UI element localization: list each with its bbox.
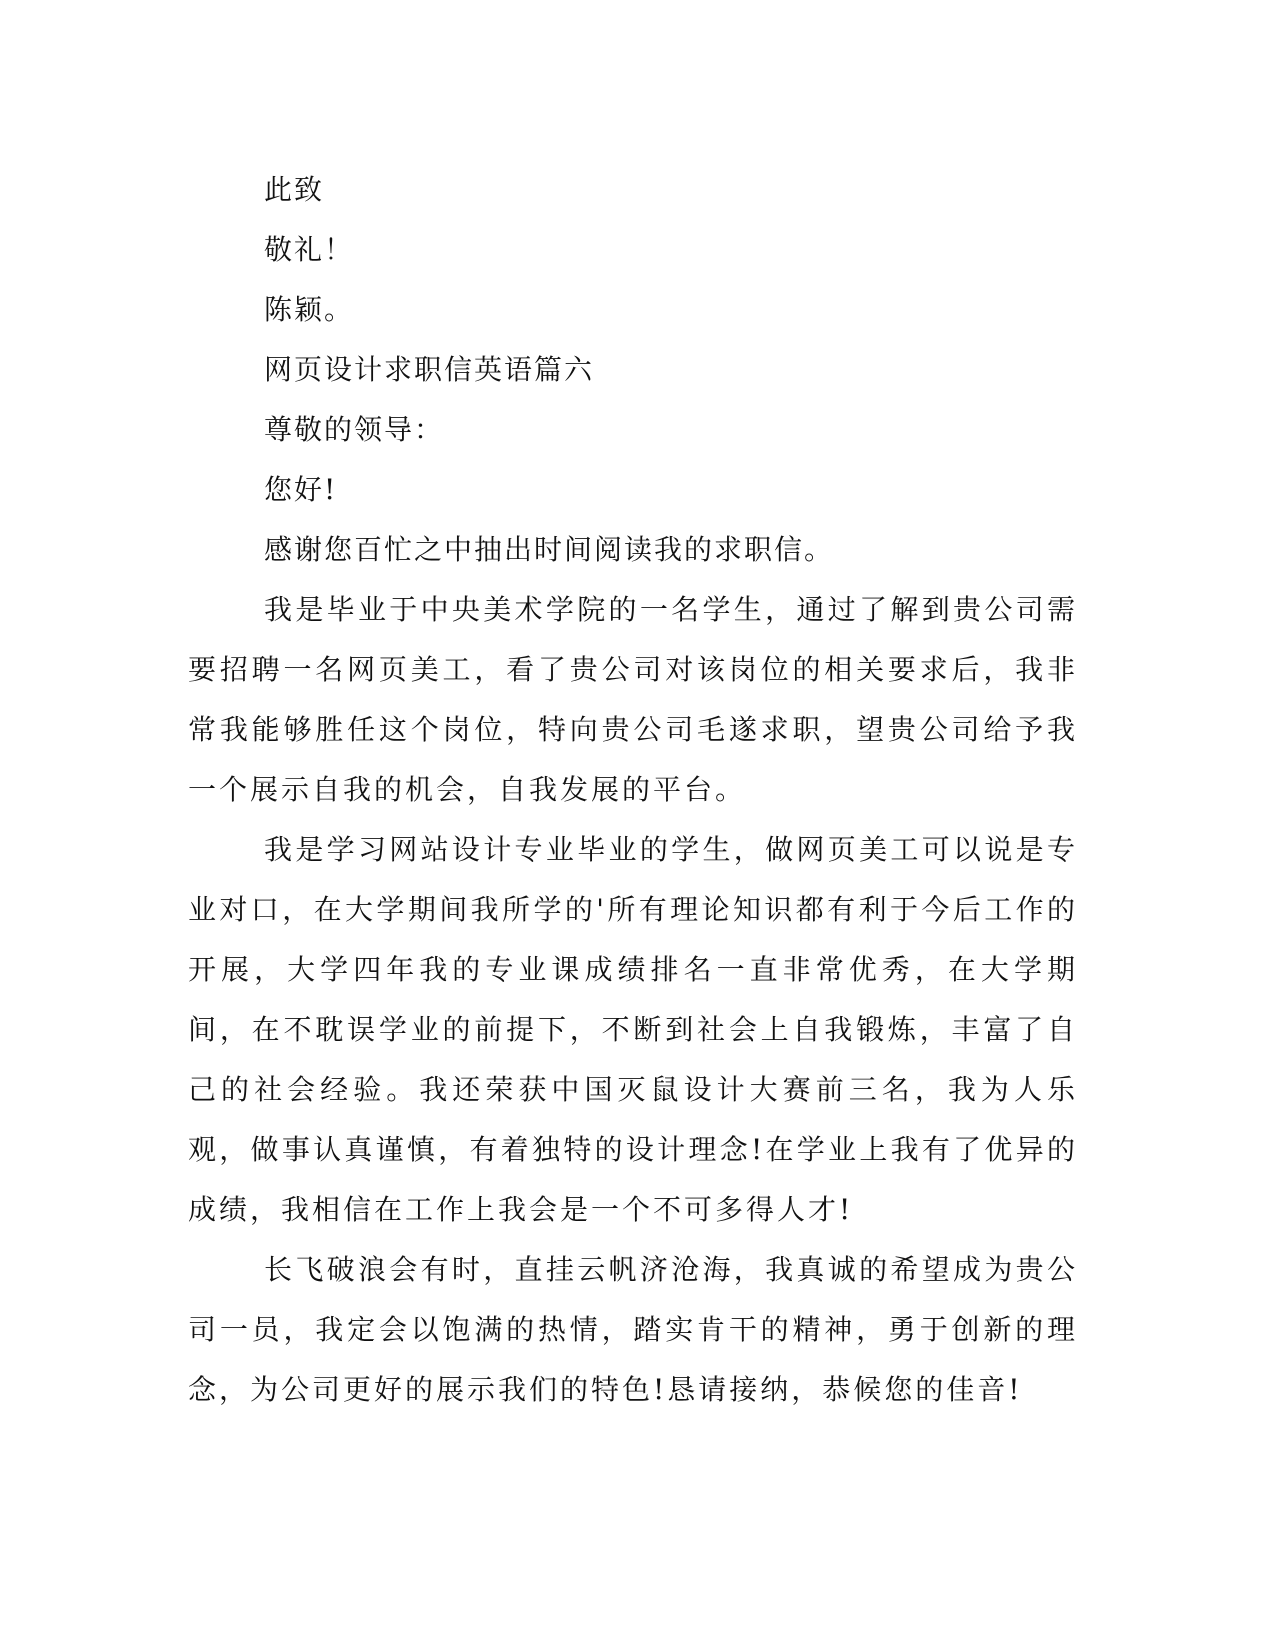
closing-line-2: 敬礼！ [264, 233, 355, 266]
body-paragraph-3: 长飞破浪会有时，直挂云帆济沧海，我真诚的希望成为贵公司一员，我定会以饱满的热情，踏实肯干的精神，勇于创新的理念，为公司更好的展示我们的特色!恳请接纳，恭候您的佳音! [188, 1253, 1078, 1406]
salutation: 尊敬的领导： [264, 413, 445, 446]
closing-line-1: 此致 [264, 173, 325, 206]
body-paragraph-2: 我是学习网站设计专业毕业的学生，做网页美工可以说是专业对口，在大学期间我所学的'所有理论知识都有利于今后工作的开展，大学四年我的专业课成绩排名一直非常优秀，在大学期间，在不耽误学业的前提下，不断到社会上自我锻炼，丰富了自己的社会经验。我还荣获中国灭鼠设计大赛前三名，我为人乐观，做事认真谨慎，有着独特的设计理念!在学业上我有了优异的成绩，我相信在工作上我会是一个不可多得人才! [188, 833, 1078, 1226]
letter-body [188, 160, 1078, 1420]
body-paragraph-1: 我是毕业于中央美术学院的一名学生，通过了解到贵公司需要招聘一名网页美工，看了贵公司对该岗位的相关要求后，我非常我能够胜任这个岗位，特向贵公司毛遂求职，望贵公司给予我一个展示自我的机会，自我发展的平台。 [188, 593, 1078, 806]
section-heading: 网页设计求职信英语篇六 [264, 353, 595, 386]
thanks-line: 感谢您百忙之中抽出时间阅读我的求职信。 [264, 533, 835, 566]
signature: 陈颖。 [264, 293, 355, 326]
greeting: 您好! [264, 473, 338, 506]
